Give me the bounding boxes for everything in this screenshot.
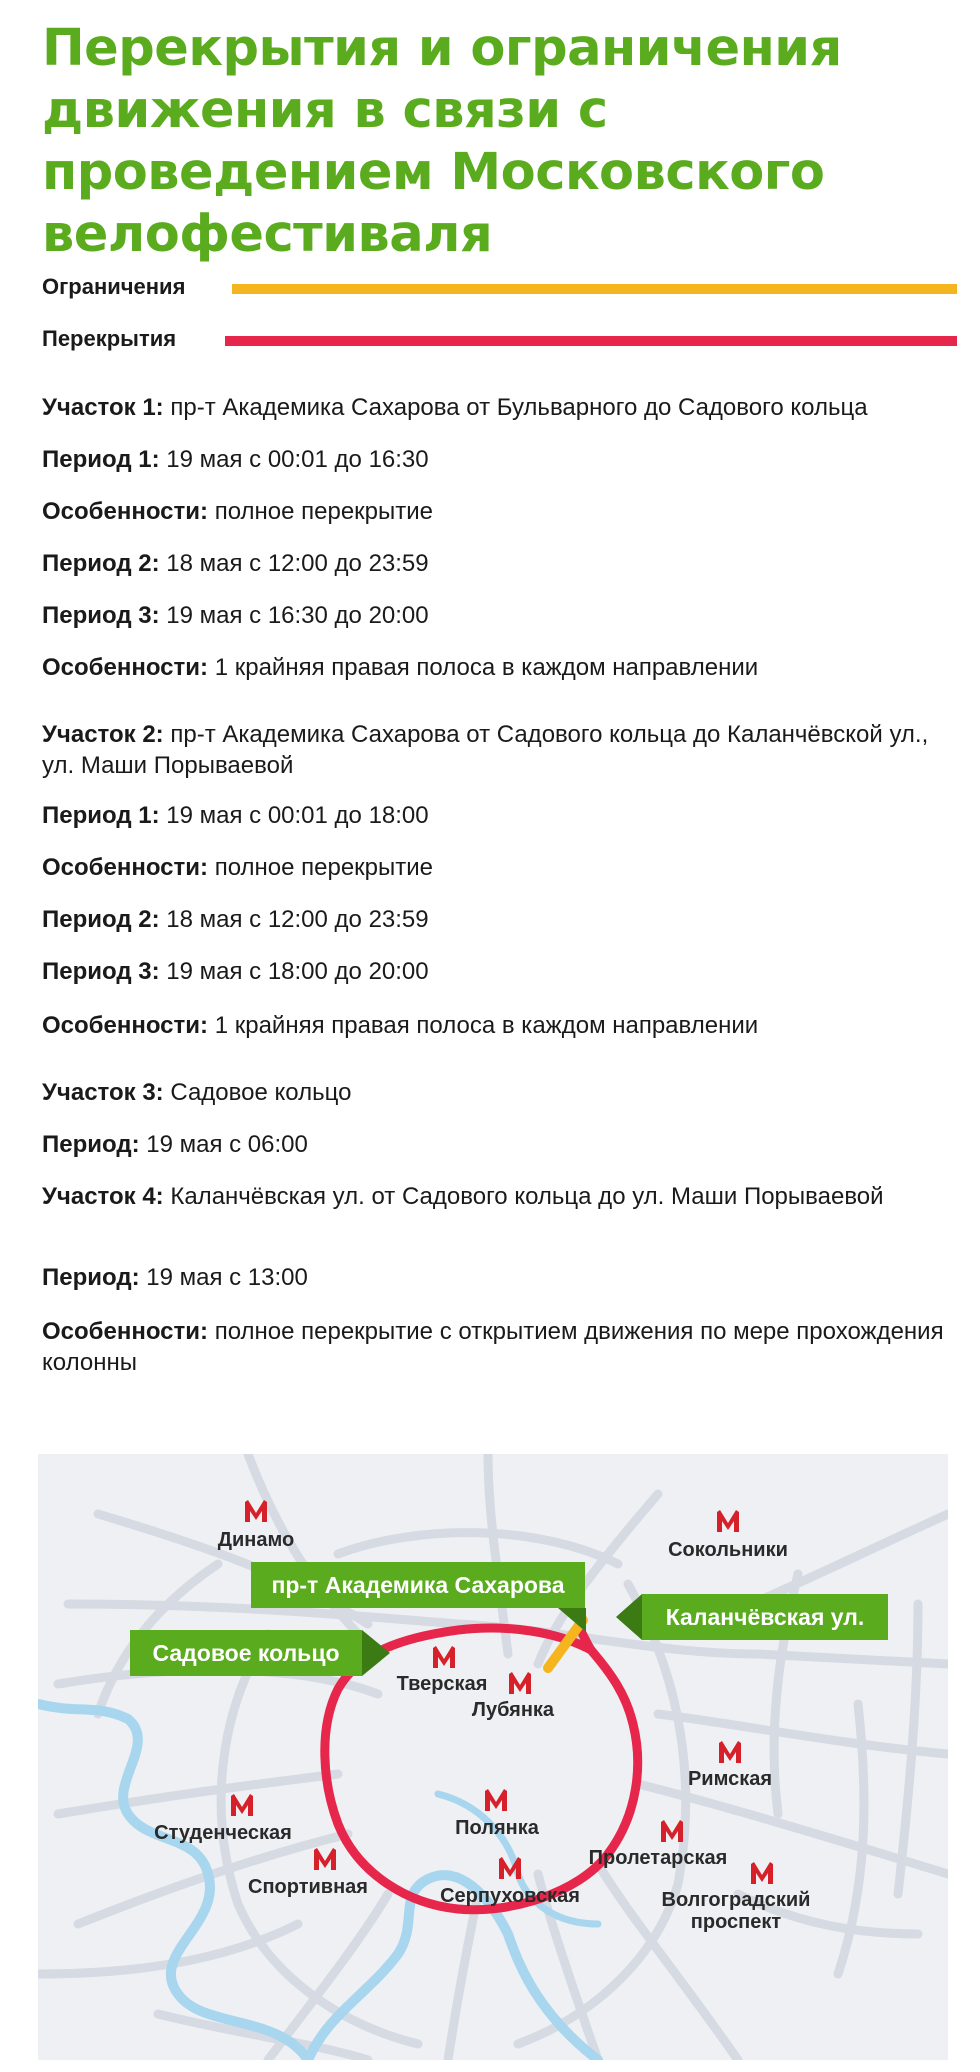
info-key: Период 2: [42, 906, 160, 933]
info-value: полное перекрытие [208, 854, 434, 881]
info-value: пр-т Академика Сахарова от Садового кольца до Каланчёвской ул., ул. Маши Порываевой [42, 721, 929, 779]
info-row [42, 800, 952, 831]
info-row [42, 496, 952, 527]
info-row [42, 852, 952, 883]
metro-m-icon [485, 1789, 507, 1811]
metro-m-icon [314, 1848, 336, 1870]
legend-closures-label: Перекрытия [42, 326, 177, 351]
info-key: Участок 1: [42, 394, 164, 421]
station-dinamo-label: Динамо [217, 1529, 295, 1551]
station-serpukhovskaya-label: Серпуховская [440, 1885, 580, 1907]
station-sokolniki [668, 1510, 788, 1561]
info-row [42, 956, 952, 987]
station-polyanka [455, 1789, 540, 1839]
map-canvas [38, 1454, 948, 2060]
station-tverskaya [397, 1646, 488, 1695]
info-row [42, 719, 952, 781]
legend-closures [42, 324, 957, 354]
metro-m-icon [719, 1741, 741, 1763]
info-key: Особенности: [42, 1318, 209, 1345]
info-value: 1 крайняя правая полоса в каждом направлении [208, 654, 759, 681]
legend-restrictions [42, 272, 957, 302]
route-map [38, 1454, 948, 2060]
info-value: 19 мая с 16:30 до 20:00 [159, 602, 429, 629]
info-row [42, 444, 952, 475]
info-value: 1 крайняя правая полоса в каждом направлении [208, 1012, 759, 1039]
station-rimskaya [688, 1741, 772, 1790]
info-row [42, 1129, 952, 1160]
info-value: 18 мая с 12:00 до 23:59 [159, 906, 429, 933]
info-value: Садовое кольцо [163, 1079, 352, 1106]
info-key: Период 1: [42, 802, 160, 829]
info-key: Период 3: [42, 602, 160, 629]
info-row [42, 1262, 952, 1293]
legend-restrictions-line [232, 284, 957, 294]
callout-sakharova-label: пр-т Академика Сахарова [271, 1572, 565, 1598]
station-tverskaya-label: Тверская [396, 1673, 488, 1695]
metro-m-icon [509, 1672, 531, 1694]
legend-closures-line [225, 336, 957, 346]
legend-restrictions-label: Ограничения [42, 274, 186, 299]
info-key: Особенности: [42, 1012, 209, 1039]
station-volgogradsky-label-2: проспект [690, 1911, 782, 1933]
info-key: Период 2: [42, 550, 160, 577]
metro-m-icon [231, 1794, 253, 1816]
station-studencheskaya-label: Студенческая [154, 1822, 292, 1844]
callout-sadovoe-label: Садовое кольцо [152, 1640, 340, 1666]
info-row [42, 548, 952, 579]
info-key: Особенности: [42, 498, 209, 525]
info-value: 19 мая с 00:01 до 18:00 [159, 802, 429, 829]
station-polyanka-label: Полянка [455, 1817, 539, 1839]
info-value: полное перекрытие [208, 498, 434, 525]
info-row [42, 652, 952, 683]
info-row [42, 904, 952, 935]
info-value: Каланчёвская ул. от Садового кольца до ул. Маши Порываевой [163, 1183, 884, 1210]
info-key: Участок 4: [42, 1183, 164, 1210]
info-key: Участок 2: [42, 721, 164, 748]
info-key: Особенности: [42, 854, 209, 881]
info-value: пр-т Академика Сахарова от Бульварного до Садового кольца [163, 394, 868, 421]
info-key: Особенности: [42, 654, 209, 681]
info-value: 19 мая с 06:00 [139, 1131, 308, 1158]
info-row [42, 1010, 952, 1041]
station-sportivnaya-label: Спортивная [248, 1876, 368, 1898]
metro-m-icon [751, 1862, 773, 1884]
metro-m-icon [245, 1500, 267, 1522]
info-row [42, 1316, 952, 1378]
info-row [42, 600, 952, 631]
callout-kalanchevskaya-label: Каланчёвская ул. [665, 1604, 865, 1630]
station-rimskaya-label: Римская [687, 1768, 773, 1790]
info-key: Участок 3: [42, 1079, 164, 1106]
metro-m-icon [717, 1510, 739, 1532]
info-row [42, 392, 952, 423]
info-key: Период 1: [42, 446, 160, 473]
info-value: полное перекрытие с открытием движения по мере прохождения колонны [42, 1318, 944, 1376]
callout-kalanchevskaya [616, 1594, 888, 1640]
info-row [42, 1077, 952, 1108]
metro-m-icon [433, 1646, 455, 1668]
info-value: 18 мая с 12:00 до 23:59 [159, 550, 429, 577]
station-volgogradsky-label-1: Волгоградский [661, 1889, 811, 1911]
info-key: Период: [42, 1131, 140, 1158]
metro-m-icon [661, 1820, 683, 1842]
station-sokolniki-label: Сокольники [668, 1539, 788, 1561]
info-value: 19 мая с 13:00 [139, 1264, 308, 1291]
station-lubyanka-label: Лубянка [471, 1699, 555, 1721]
info-value: 19 мая с 00:01 до 16:30 [159, 446, 429, 473]
info-key: Период: [42, 1264, 140, 1291]
page-title: Перекрытия и ограничения движения в связи с проведением Московского велофестиваля [42, 19, 842, 264]
callout-sadovoe [130, 1630, 390, 1676]
info-key: Период 3: [42, 958, 160, 985]
info-value: 19 мая с 18:00 до 20:00 [159, 958, 429, 985]
station-proletarskaya-label: Пролетарская [588, 1847, 728, 1869]
info-row [42, 1181, 952, 1212]
